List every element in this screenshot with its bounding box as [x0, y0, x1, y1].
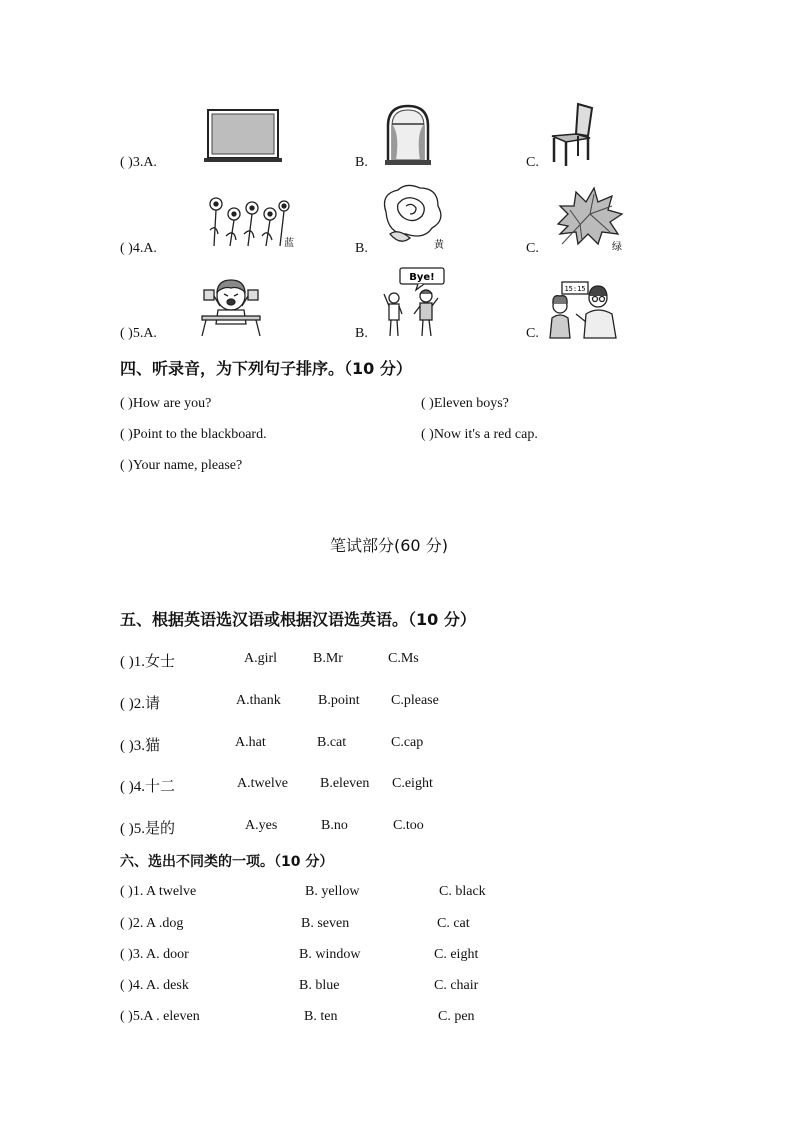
- section4-heading: 四、听录音，为下列句子排序。（10 分）: [120, 359, 412, 378]
- rose-icon: [376, 182, 448, 252]
- section5-q3-b: B.cat: [317, 735, 347, 750]
- section5-q4-b: B.eleven: [320, 776, 370, 791]
- window-icon: [384, 104, 432, 166]
- section6-q5-c: C. pen: [438, 1009, 475, 1024]
- section5-q3-a: A.hat: [235, 735, 266, 750]
- section5-q2-c: C.please: [391, 693, 439, 708]
- flowers-color-label: 蓝: [284, 238, 294, 249]
- section5-q3-c: C.cap: [391, 735, 424, 750]
- crying-girl-icon: [198, 272, 264, 338]
- q3-option-c: C.: [526, 155, 539, 170]
- section4-item-4: ( )Now it's a red cap.: [421, 427, 538, 442]
- q3-number: ( )3.A.: [120, 155, 157, 170]
- section4-item-1: ( )How are you?: [120, 396, 212, 411]
- section6-q4: ( )4. A. desk: [120, 978, 189, 993]
- clock-people-icon: [546, 278, 620, 340]
- section5-q1-b: B.Mr: [313, 651, 343, 666]
- clock-text: 15:15: [564, 285, 586, 293]
- section6-q4-c: C. chair: [434, 978, 479, 993]
- section5-q1-c: C.Ms: [388, 651, 419, 666]
- q5-number: ( )5.A.: [120, 326, 157, 341]
- section6-q2: ( )2. A .dog: [120, 916, 184, 931]
- leaf-color-label: 绿: [612, 242, 622, 253]
- q3-option-b: B.: [355, 155, 368, 170]
- section5-q1-a: A.girl: [244, 651, 278, 666]
- flowers-icon: [204, 190, 298, 250]
- section4-item-2: ( )Eleven boys?: [421, 396, 509, 411]
- section5-heading: 五、根据英语选汉语或根据汉语选英语。（10 分）: [120, 610, 476, 629]
- chair-icon: [548, 102, 598, 168]
- section6-q2-c: C. cat: [437, 916, 470, 931]
- waving-kids-icon: [380, 266, 450, 340]
- section6-q3-b: B. window: [299, 947, 361, 962]
- section5-q5-a: A.yes: [245, 818, 278, 833]
- section4-item-3: ( )Point to the blackboard.: [120, 427, 267, 442]
- blackboard-icon: [204, 108, 282, 164]
- q4-option-c: C.: [526, 241, 539, 256]
- section4-item-5: ( )Your name, please?: [120, 458, 243, 473]
- section5-q1: ( )1.女士: [120, 654, 175, 670]
- section5-q5-c: C.too: [393, 818, 424, 833]
- section5-q4-a: A.twelve: [237, 776, 288, 791]
- section5-q5: ( )5.是的: [120, 821, 175, 837]
- section6-q1: ( )1. A twelve: [120, 884, 197, 899]
- section5-q2: ( )2.请: [120, 696, 160, 712]
- section6-q3: ( )3. A. door: [120, 947, 189, 962]
- section5-q2-a: A.thank: [236, 693, 281, 708]
- section6-q5: ( )5.A . eleven: [120, 1009, 200, 1024]
- q5-option-b: B.: [355, 326, 368, 341]
- section5-q5-b: B.no: [321, 818, 348, 833]
- written-part-title: 笔试部分(60 分): [330, 536, 448, 555]
- q5-option-c: C.: [526, 326, 539, 341]
- q4-option-b: B.: [355, 241, 368, 256]
- section5-q2-b: B.point: [318, 693, 360, 708]
- rose-color-label: 黄: [434, 240, 444, 251]
- leaf-icon: [550, 184, 626, 252]
- speech-bubble-text: Bye!: [409, 272, 435, 283]
- section6-q3-c: C. eight: [434, 947, 479, 962]
- section6-q1-c: C. black: [439, 884, 486, 899]
- section6-q2-b: B. seven: [301, 916, 350, 931]
- section5-q4-c: C.eight: [392, 776, 433, 791]
- section6-q1-b: B. yellow: [305, 884, 360, 899]
- section6-q5-b: B. ten: [304, 1009, 338, 1024]
- q4-number: ( )4.A.: [120, 241, 157, 256]
- section6-heading: 六、选出不同类的一项。（10 分）: [120, 854, 334, 870]
- section5-q4: ( )4.十二: [120, 779, 175, 795]
- section5-q3: ( )3.猫: [120, 738, 160, 754]
- section6-q4-b: B. blue: [299, 978, 340, 993]
